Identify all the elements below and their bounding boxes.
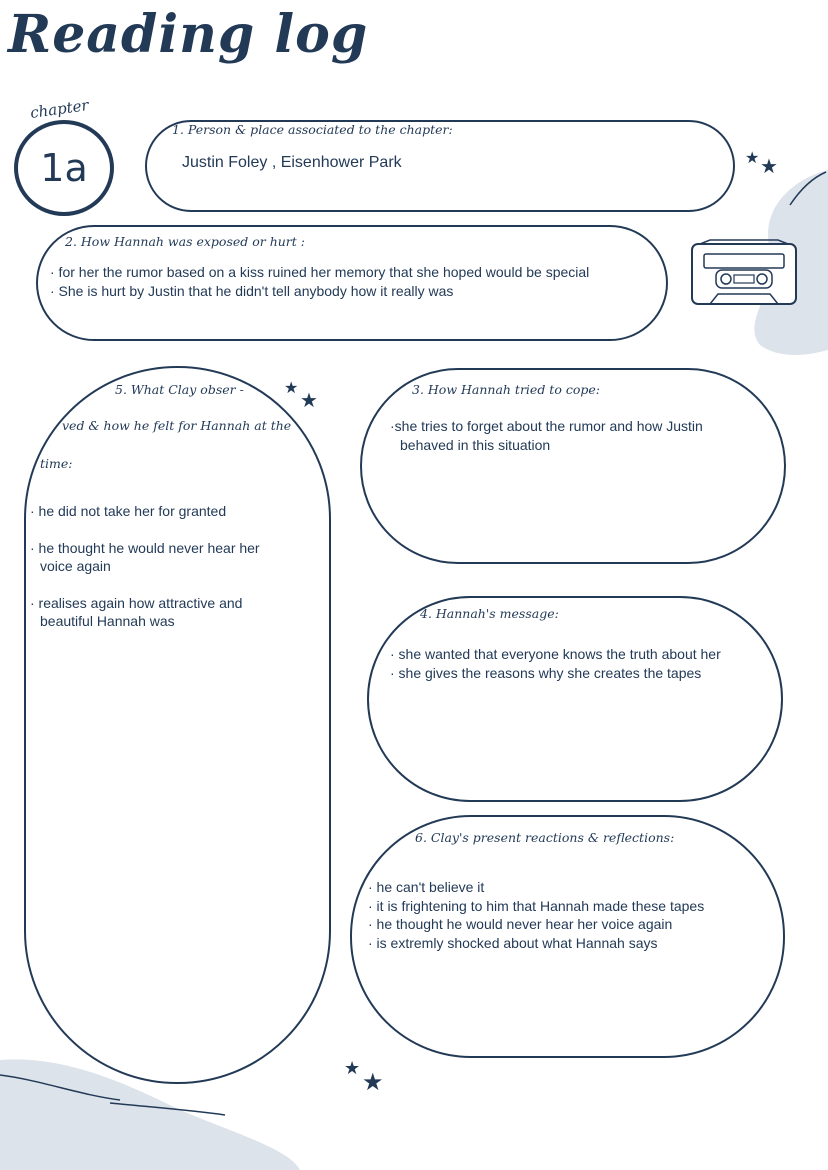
chapter-word: chapter [29, 96, 90, 122]
star-icon: ★ [745, 148, 760, 167]
section-2-content [50, 263, 650, 300]
section-5-line: · he did not take her for granted [30, 503, 227, 519]
section-1-content [182, 154, 402, 173]
section-4-line: · she wanted that everyone knows the truth about her [390, 646, 721, 662]
section-5-line: · realises again how attractive and beautiful Hannah was [30, 594, 243, 629]
cassette-tape-icon [690, 238, 800, 310]
section-4-content [390, 645, 740, 682]
section-6-line: · he can't believe it [368, 879, 485, 895]
section-3-box [360, 368, 786, 564]
chapter-badge [14, 120, 114, 216]
section-2-line: · for her the rumor based on a kiss ruined her memory that she hoped would be special [50, 264, 590, 280]
star-icon: ★ [284, 378, 299, 397]
section-5-line: · he thought he would never hear her voice again [30, 539, 260, 574]
section-3-label: 3. How Hannah tried to cope: [412, 382, 600, 397]
section-5-content [30, 502, 260, 631]
section-6-line: · he thought he would never hear her voice again [368, 916, 673, 932]
section-2-line: · She is hurt by Justin that he didn't tell anybody how it really was [50, 282, 454, 299]
section-3-content [390, 417, 760, 454]
section-1-line: Justin Foley , Eisenhower Park [182, 154, 402, 171]
section-6-line: · it is frightening to him that Hannah made these tapes [368, 897, 705, 914]
section-6-content [368, 878, 768, 952]
section-6-label: 6. Clay's present reactions & reflections: [415, 830, 675, 845]
section-5-label-part: ved & how he felt for Hannah at the [62, 418, 292, 433]
section-3-line: ·she tries to forget about the rumor and how Justin behaved in this situation [390, 418, 703, 453]
section-1-label: 1. Person & place associated to the chapter: [172, 122, 453, 137]
section-4-line: · she gives the reasons why she creates the tapes [390, 664, 702, 681]
page-title: Reading log [8, 4, 369, 65]
section-5-label-part: 5. What Clay obser - [115, 382, 244, 397]
section-5-box [24, 366, 331, 1084]
star-icon: ★ [344, 1058, 361, 1079]
section-2-label: 2. How Hannah was exposed or hurt : [65, 234, 305, 249]
star-icon: ★ [362, 1068, 384, 1096]
section-4-label: 4. Hannah's message: [420, 606, 559, 621]
chapter-number: 1a [40, 146, 88, 190]
section-6-line: · is extremly shocked about what Hannah says [368, 934, 658, 951]
star-icon: ★ [300, 388, 318, 412]
section-5-label-part: time: [40, 456, 73, 471]
section-4-box [367, 596, 783, 802]
star-icon: ★ [760, 154, 778, 178]
